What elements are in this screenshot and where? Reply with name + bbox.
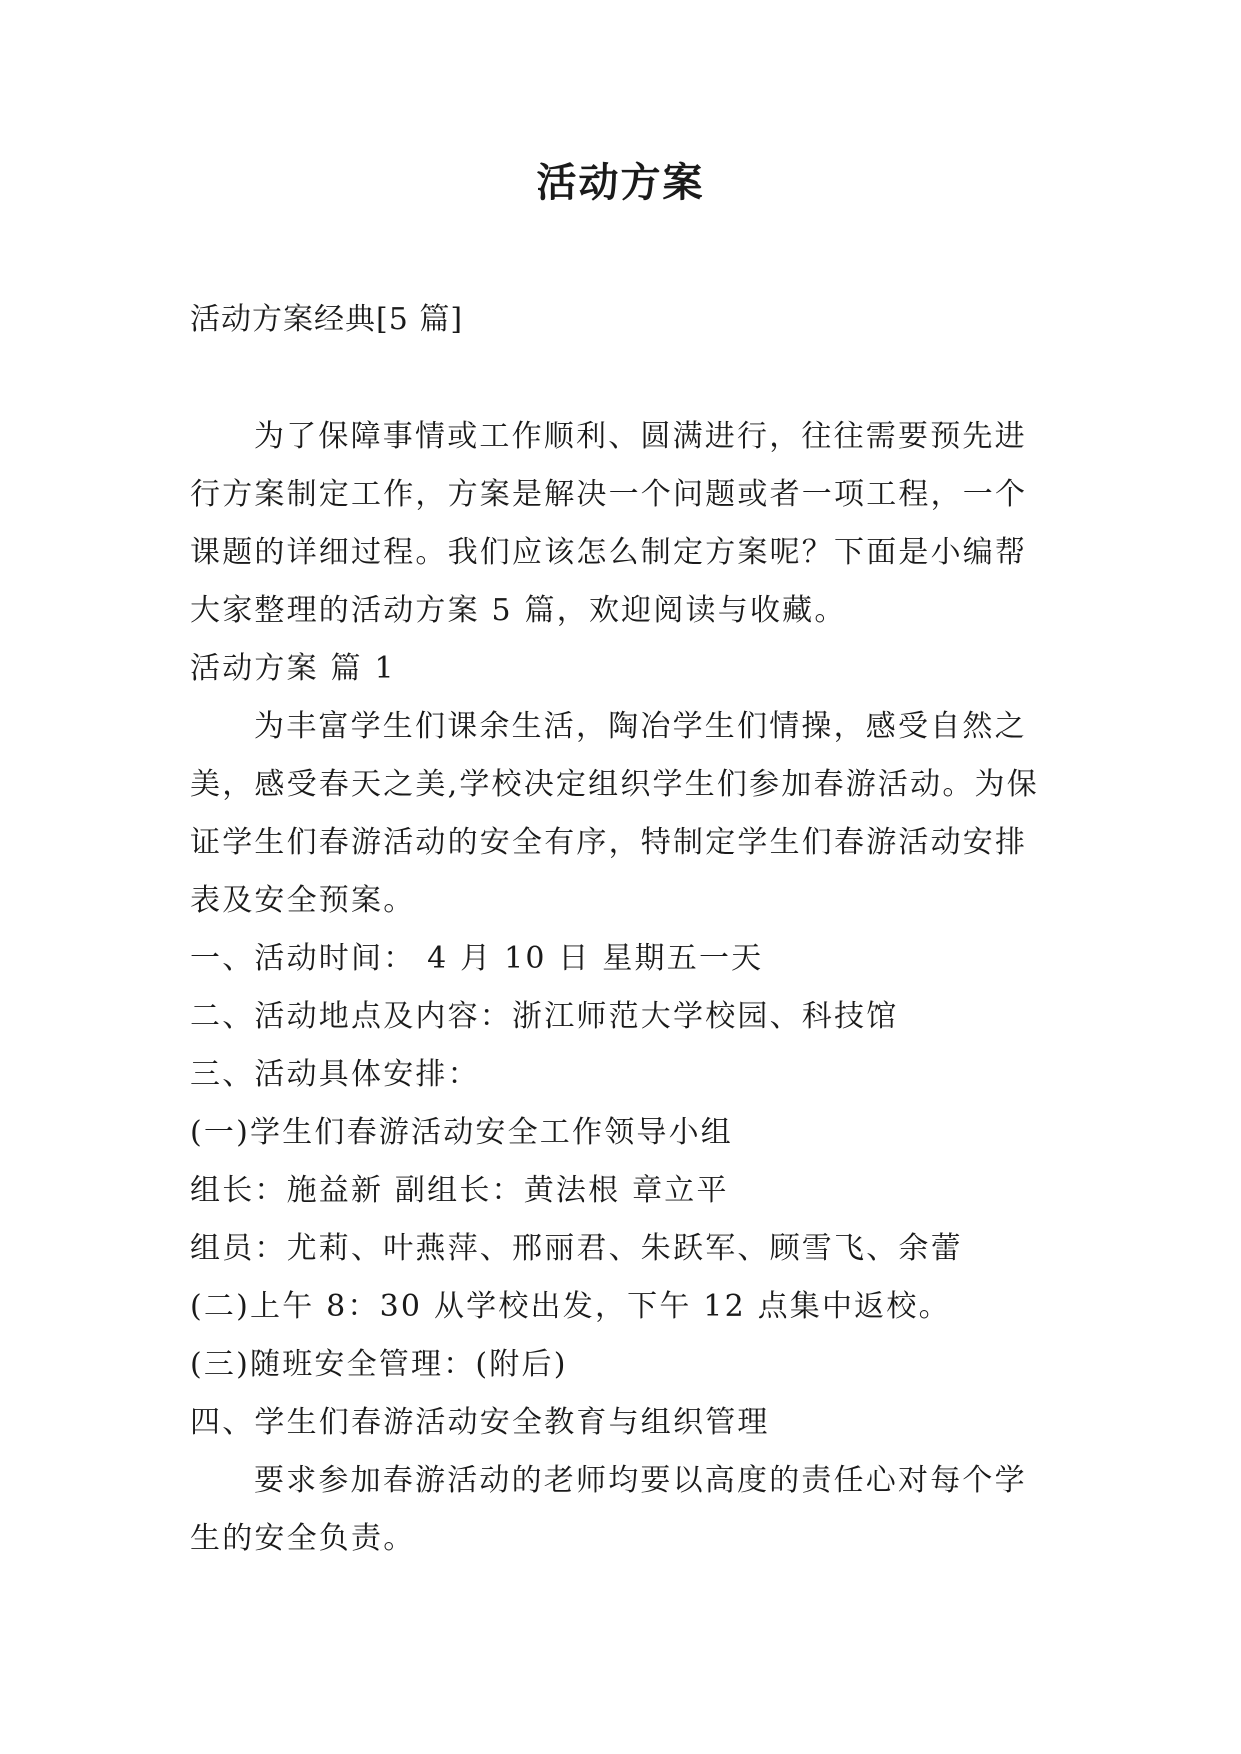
document-title: 活动方案 [536, 159, 705, 206]
section-heading: 活动方案 篇 1 [190, 651, 396, 686]
intro-paragraph: 为了保障事情或工作顺利、圆满进行，往往需要预先进行方案制定工作，方案是解决一个问题或者一项工程，一个课题的详细过程。我们应该怎么制定方案呢？下面是小编帮大家整理的活动方案 5 篇，欢迎阅读与收藏。 [190, 419, 1028, 628]
list-item-activity-location: 二、活动地点及内容：浙江师范大学校园、科技馆 [190, 999, 899, 1034]
list-item-safety-education: 四、学生们春游活动安全教育与组织管理 [190, 1405, 770, 1440]
list-item-safety-management: (三)随班安全管理：(附后) [190, 1347, 568, 1382]
list-item-schedule: (二)上午 8：30 从学校出发，下午 12 点集中返校。 [190, 1289, 951, 1324]
list-item-leadership-group: (一)学生们春游活动安全工作领导小组 [190, 1115, 734, 1150]
document-body [190, 408, 1055, 1568]
list-item-group-members: 组员：尤莉、叶燕萍、邢丽君、朱跃军、顾雪飞、余蕾 [190, 1231, 963, 1266]
document-subtitle: 活动方案经典[5 篇] [190, 302, 464, 337]
list-item-activity-arrangement: 三、活动具体安排： [190, 1057, 480, 1092]
list-item-group-leaders: 组长：施益新 副组长：黄法根 章立平 [190, 1173, 729, 1208]
list-item-activity-time: 一、活动时间： 4 月 10 日 星期五一天 [190, 941, 764, 976]
section-paragraph: 为丰富学生们课余生活，陶冶学生们情操，感受自然之美，感受春天之美,学校决定组织学生们参加春游活动。为保证学生们春游活动的安全有序，特制定学生们春游活动安排表及安全预案。 [190, 709, 1039, 918]
closing-paragraph: 要求参加春游活动的老师均要以高度的责任心对每个学生的安全负责。 [190, 1463, 1027, 1556]
